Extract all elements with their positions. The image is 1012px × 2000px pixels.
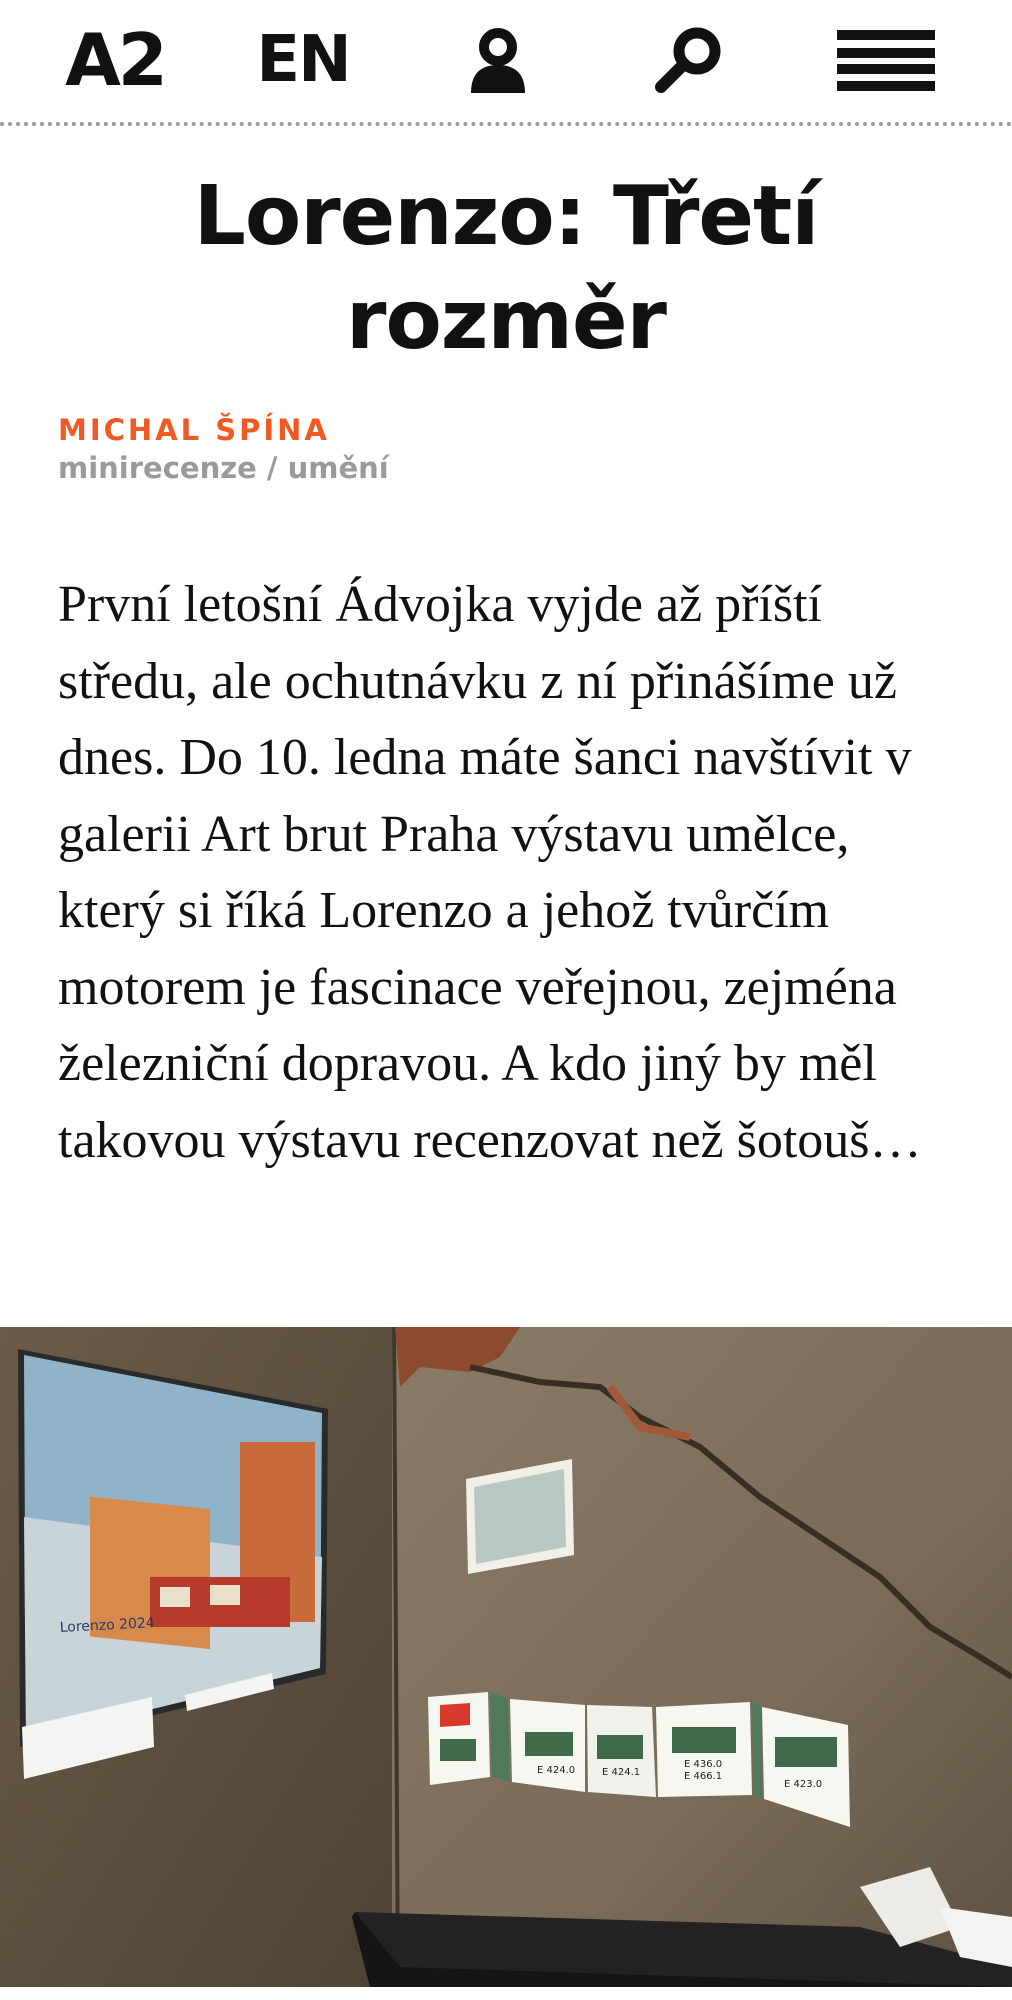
category-link[interactable]: umění (287, 451, 389, 485)
header-divider (0, 122, 1012, 126)
category-breadcrumb (58, 450, 958, 486)
article-meta (58, 412, 958, 486)
site-header (0, 0, 1012, 125)
author-link[interactable]: MICHAL ŠPÍNA (58, 413, 330, 447)
locomotive-label: E 423.0 (784, 1779, 823, 1790)
menu-button[interactable] (836, 20, 936, 100)
locomotive-label: E 466.1 (684, 1771, 723, 1782)
painting-signature: Lorenzo 2024 (59, 1615, 156, 1636)
small-artwork (466, 1459, 574, 1574)
article-photo (0, 1327, 1012, 1987)
locomotive-label: E 436.0 (684, 1759, 723, 1770)
user-icon (463, 25, 533, 95)
language-switch[interactable] (248, 20, 358, 100)
locomotive-label: E 424.1 (602, 1767, 641, 1778)
category-link[interactable]: minirecenze (58, 451, 257, 485)
logo: A2 (65, 18, 165, 102)
menu-icon (837, 28, 935, 92)
language-label: EN (256, 23, 350, 97)
article-perex: První letošní Ádvojka vyjde až příští středu, ale ochutnávku z ní přinášíme už dnes. Do 10. ledna máte šanci navštívit v galerii Art brut Praha výstavu umělce, který si říká Lorenzo a jehož tvůrčím motorem je fascinace veřejnou, zejména železniční dopravou. A kdo jiný by měl takovou výstavu recenzovat než šotouš… (58, 576, 922, 1169)
search-icon (651, 23, 725, 97)
locomotive-label: E 424.0 (537, 1765, 576, 1776)
category-separator: / (256, 451, 288, 485)
logo-link[interactable] (50, 20, 180, 100)
article-title: Lorenzo: Třetí rozměr (193, 169, 819, 368)
search-button[interactable] (648, 20, 728, 100)
account-button[interactable] (458, 20, 538, 100)
